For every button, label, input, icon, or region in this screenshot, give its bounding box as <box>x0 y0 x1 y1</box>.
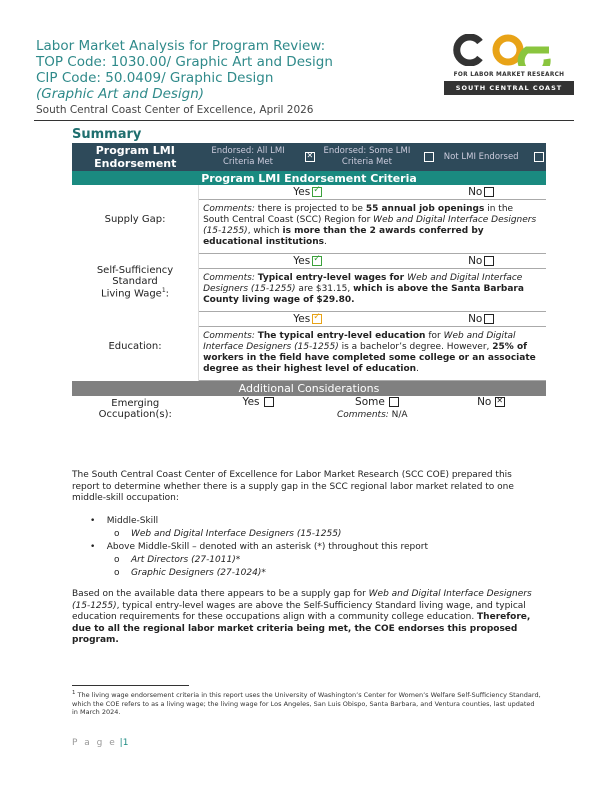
education-yesno-row <box>72 312 546 327</box>
coe-logo <box>444 34 574 95</box>
wage-yes-label: Yes <box>293 255 311 267</box>
footnote-rule <box>72 685 189 686</box>
lmi-table <box>72 143 546 422</box>
wage-comment: Comments: Typical entry-level wages for Web and Digital Interface Designers (15-1255) are $31.15, which is above the Santa Barbara County living wage of $29.80. <box>199 269 546 312</box>
emerging-no-label: No <box>477 396 492 408</box>
opt-some-met-checkbox <box>424 152 434 162</box>
coe-logo-icon <box>444 34 574 66</box>
logo-region: SOUTH CENTRAL COAST <box>444 81 574 95</box>
coe-logo-mark <box>444 34 574 66</box>
footnote: $^1$ The living wage endorsement criteria in this report uses the University of Washington’s Center for Women’s Welfare Self-Sufficiency Standard, which the COE refers to as a living wage; the living wage for Los Angeles, San Luis Obispo, Santa Barbara, and Ventura counties, last updated in March 2024. <box>72 690 541 717</box>
conclusion-paragraph: Based on the available data there appears to be a supply gap for Web and Digital Interface Designers (15-1255), typical entry-level wages are above the Self-Sufficiency Standard living wage, and typical education requirements for these occupations align with a community college education. Therefore, due to all the regional labor market criteria being met, the COE endorses this proposed program. <box>72 589 532 645</box>
header-top-code: TOP Code: 1030.00/ Graphic Art and Design <box>36 54 333 70</box>
emerging-comment: Comments: N/A <box>336 410 408 420</box>
supply-no-box <box>484 187 494 197</box>
summary-title: Summary <box>72 127 142 142</box>
logo-tagline: FOR LABOR MARKET RESEARCH <box>453 72 565 78</box>
header-subline: South Central Coast Center of Excellence, April 2026 <box>36 104 314 116</box>
page-number: P a g e |1 <box>72 738 129 748</box>
endorsement-header-row <box>72 143 546 171</box>
header-rule <box>34 120 574 121</box>
header-line-1: Labor Market Analysis for Program Review: <box>36 38 326 54</box>
supply-comment: Comments: there is projected to be 55 annual job openings in the South Central Coast (SCC) Region for Web and Digital Interface Designers (15-1255), which is more than the 2 awards conferred by educational institutions. <box>199 200 546 254</box>
education-comment: Comments: The typical entry-level education for Web and Digital Interface Designers (15-1255) is a bachelor’s degree. However, 25% of workers in the field have completed some college or an associate degree as their highest level of education. <box>199 327 546 381</box>
list-item: • Above Middle-Skill – denoted with an asterisk (*) throughout this report <box>90 542 428 552</box>
education-yes-check <box>312 314 322 324</box>
supply-yes-label: Yes <box>293 186 311 198</box>
supply-yes-check <box>312 187 322 197</box>
education-yes-label: Yes <box>293 313 311 325</box>
opt-some-met-label: Endorsed: Some LMI Criteria Met <box>323 146 411 167</box>
wage-no-label: No <box>468 255 483 267</box>
additional-considerations-header: Additional Considerations <box>72 381 546 397</box>
opt-not-endorsed-checkbox <box>534 152 544 162</box>
opt-all-met-checkbox <box>305 152 315 162</box>
occupation-list <box>90 515 540 580</box>
emerging-some-box <box>389 397 399 407</box>
supply-no-label: No <box>468 186 483 198</box>
list-item: o Graphic Designers (27-1024)* <box>114 568 266 578</box>
education-no-label: No <box>468 313 483 325</box>
opt-not-endorsed-label: Not LMI Endorsed <box>443 151 519 162</box>
list-item: o Web and Digital Interface Designers (15-1255) <box>114 529 342 539</box>
header-program-name: (Graphic Art and Design) <box>36 86 205 102</box>
education-no-box <box>484 314 494 324</box>
wage-yesno-row <box>72 254 546 269</box>
wage-yes-check <box>312 256 322 266</box>
intro-paragraph: The South Central Coast Center of Excellence for Labor Market Research (SCC COE) prepared this report to determine whether there is a supply gap in the SCC regional labor market related to one middle-skill occupation: <box>72 470 514 503</box>
list-item: o Art Directors (27-1011)* <box>114 555 241 565</box>
emerging-label: Emerging Occupation(s): <box>98 398 172 420</box>
emerging-some-label: Some <box>355 396 385 408</box>
emerging-no-checked <box>495 397 505 407</box>
list-item: • Middle-Skill <box>90 516 159 526</box>
emerging-row <box>72 396 546 408</box>
header-cip-code: CIP Code: 50.0409/ Graphic Design <box>36 70 274 86</box>
supply-yesno-row <box>72 185 546 200</box>
emerging-yes-label: Yes <box>242 396 260 408</box>
living-wage-label: Self-Sufficiency Standard Living Wage$^1$: <box>72 254 199 312</box>
emerging-yes-box <box>264 397 274 407</box>
endorsement-label: Program LMI Endorsement <box>94 144 177 170</box>
education-label: Education: <box>72 312 199 381</box>
opt-all-met-label: Endorsed: All LMI Criteria Met <box>211 146 285 167</box>
supply-gap-label: Supply Gap: <box>72 185 199 254</box>
criteria-header: Program LMI Endorsement Criteria <box>72 171 546 185</box>
wage-no-box <box>484 256 494 266</box>
